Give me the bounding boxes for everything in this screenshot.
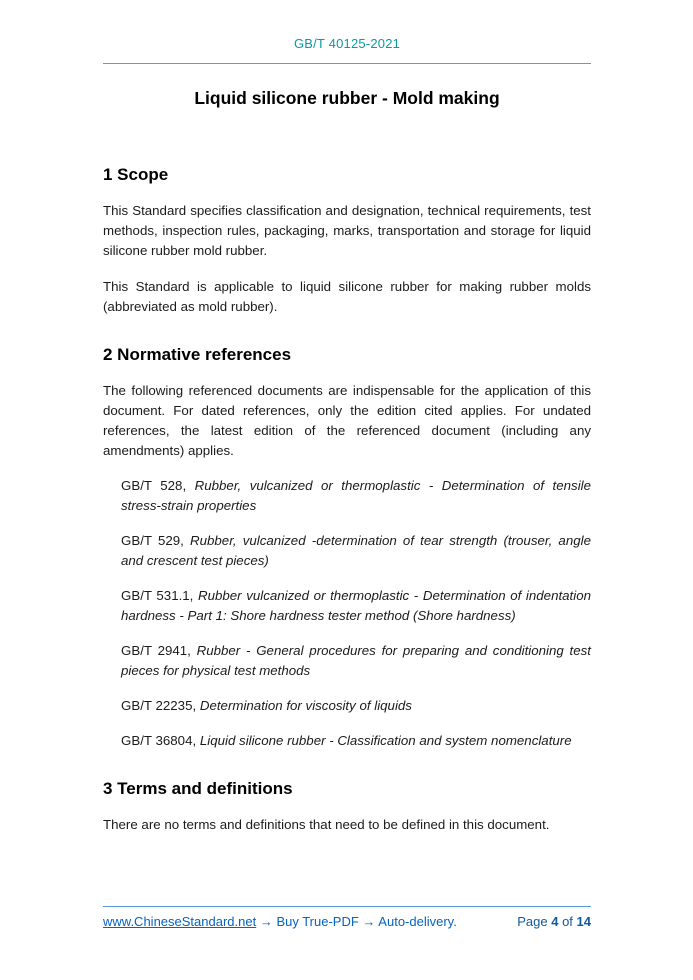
footer-left: [103, 914, 457, 929]
reference-code: GB/T 2941,: [121, 643, 191, 658]
reference-item-gbt531-1: [121, 586, 591, 626]
reference-item-gbt36804: [121, 731, 591, 751]
reference-item-gbt529: [121, 531, 591, 571]
section-heading-terms: 3 Terms and definitions: [103, 779, 293, 798]
page-indicator: [517, 914, 591, 929]
paragraph-normative-intro: The following referenced documents are indispensable for the application of this document. For dated references, only the edition cited applies. For undated references, the latest edition of the referenced document (including any amendments) applies.: [103, 383, 591, 458]
document-header: [103, 36, 591, 51]
section-heading-scope: 1 Scope: [103, 165, 169, 184]
paragraph-scope-2: This Standard is applicable to liquid silicone rubber for making rubber molds (abbreviated as mold rubber).: [103, 279, 591, 314]
reference-code: GB/T 529,: [121, 533, 184, 548]
reference-code: GB/T 528,: [121, 478, 187, 493]
page-footer: [103, 906, 591, 929]
header-divider: [103, 63, 591, 64]
reference-code: GB/T 22235,: [121, 698, 197, 713]
page-label: Page: [517, 914, 548, 929]
reference-item-gbt528: [121, 476, 591, 516]
section-heading-normative-references: 2 Normative references: [103, 345, 292, 364]
reference-item-gbt22235: [121, 696, 591, 716]
reference-title: Rubber vulcanized or thermoplastic - Determination of indentation hardness - Part 1: Shore hardness tester method (Shore hardness): [121, 588, 591, 623]
footer-link[interactable]: www.ChineseStandard.net: [103, 914, 257, 929]
reference-item-gbt2941: [121, 641, 591, 681]
header-doc-number: GB/T 40125-2021: [293, 36, 401, 51]
reference-title: Rubber - General procedures for preparing and conditioning test pieces for physical test methods: [121, 643, 591, 678]
reference-title: Rubber, vulcanized or thermoplastic - Determination of tensile stress-strain properties: [121, 478, 591, 513]
footer-tagline: → Buy True-PDF → Auto-delivery.: [259, 914, 457, 929]
paragraph-scope-1: This Standard specifies classification and designation, technical requirements, test methods, inspection rules, packaging, marks, transportation and storage for liquid silicone rubber mold rubber.: [103, 203, 591, 258]
reference-code: GB/T 36804,: [121, 733, 197, 748]
reference-title: Liquid silicone rubber - Classification and system nomenclature: [199, 733, 572, 748]
of-label: of: [562, 914, 573, 929]
reference-code: GB/T 531.1,: [121, 588, 194, 603]
reference-title: Rubber, vulcanized -determination of tear strength (trouser, angle and crescent test pieces): [121, 533, 591, 568]
reference-title: Determination for viscosity of liquids: [199, 698, 412, 713]
page-number: 4: [551, 914, 559, 929]
paragraph-terms: There are no terms and definitions that need to be defined in this document.: [103, 817, 550, 832]
document-title: Liquid silicone rubber - Mold making: [194, 88, 500, 108]
total-pages: 14: [576, 914, 591, 929]
